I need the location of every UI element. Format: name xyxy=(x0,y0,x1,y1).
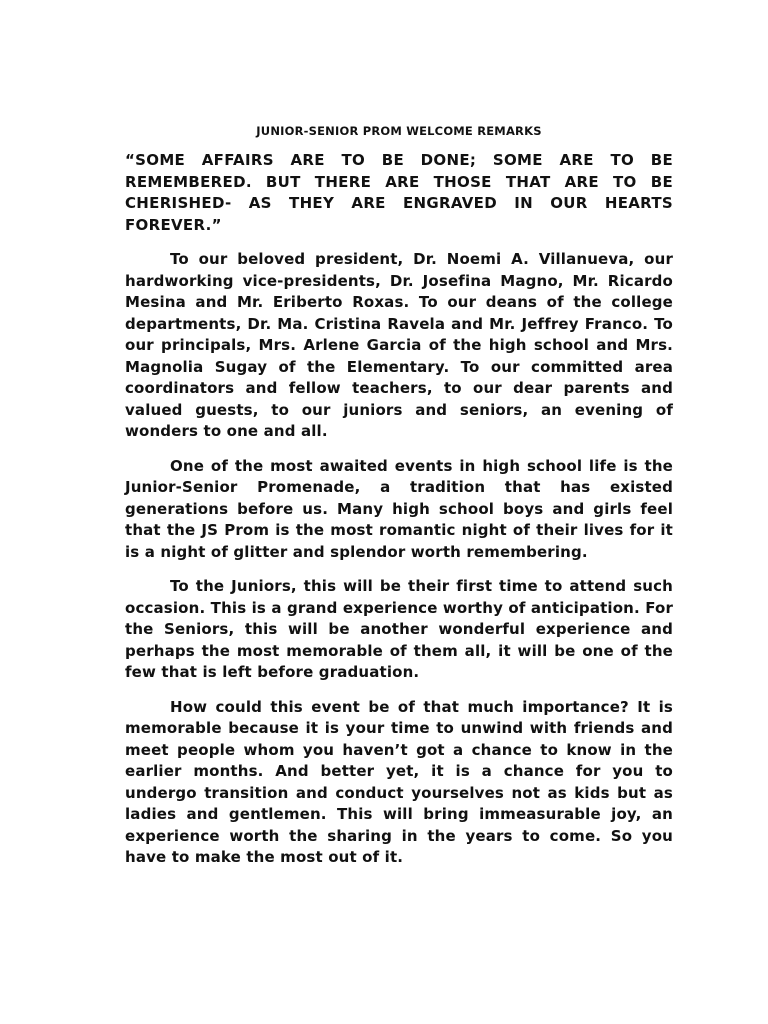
document-title: JUNIOR-SENIOR PROM WELCOME REMARKS xyxy=(256,124,542,138)
document-body xyxy=(125,122,673,869)
paragraph-importance: How could this event be of that much importance? It is memorable because it is your time to unwind with friends and meet people whom you haven’t got a chance to know in the earlier months. And better yet, it is a chance for you to undergo transition and conduct yourselves not as kids but as ladies and gentlemen. This will bring immeasurable joy, an experience worth the sharing in the years to come. So you have to make the most out of it. xyxy=(125,697,673,866)
paragraph-prom-tradition: One of the most awaited events in high school life is the Junior-Senior Promenade, a tradition that has existed generations before us. Many high school boys and girls feel that the JS Prom is the most romantic night of their lives for it is a night of glitter and splendor worth remembering. xyxy=(125,456,673,561)
paragraph-greetings: To our beloved president, Dr. Noemi A. Villanueva, our hardworking vice-presidents, Dr. Josefina Magno, Mr. Ricardo Mesina and Mr. Eriberto Roxas. To our deans of the college departments, Dr. Ma. Cristina Ravela and Mr. Jeffrey Franco. To our principals, Mrs. Arlene Garcia of the high school and Mrs. Magnolia Sugay of the Elementary. To our committed area coordinators and fellow teachers, to our dear parents and valued guests, to our juniors and seniors, an evening of wonders to one and all. xyxy=(125,250,673,440)
opening-quote: “SOME AFFAIRS ARE TO BE DONE; SOME ARE TO BE REMEMBERED. BUT THERE ARE THOSE THAT ARE TO BE CHERISHED- AS THEY ARE ENGRAVED IN OUR HEARTS FOREVER.” xyxy=(125,151,673,234)
paragraph-juniors-seniors: To the Juniors, this will be their first time to attend such occasion. This is a grand experience worthy of anticipation. For the Seniors, this will be another wonderful experience and perhaps the most memorable of them all, it will be one of the few that is left before graduation. xyxy=(125,577,673,681)
